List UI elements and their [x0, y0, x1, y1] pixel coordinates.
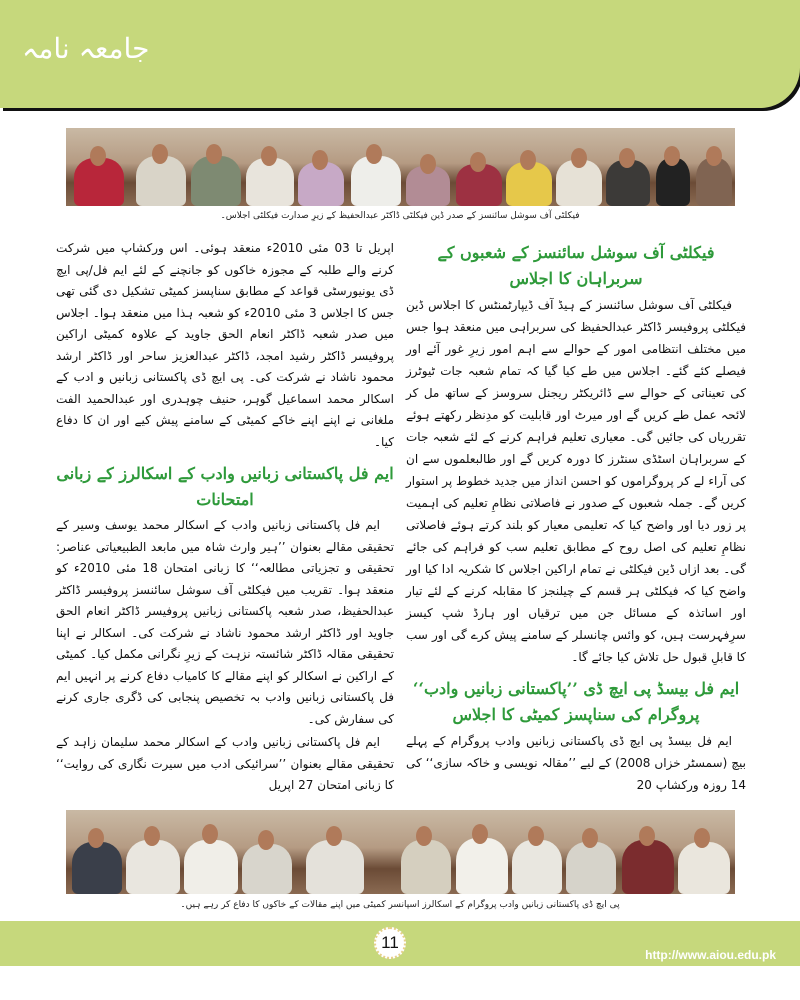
- article-body-continued: اپریل تا 03 مئی 2010ء منعقد ہوئی۔ اس ورکشاپ میں شرکت کرنے والے طلبہ کے مجوزہ خاکوں کو جانچنے کے لئے ایم فل/پی ایچ ڈی یونیورسٹی قواعد کے مطابق سناپسز کمیٹی تشکیل دی گئی تھی جس کا اجلاس 3 مئی 2010ء کو شعبہ ہذا میں منعقد ہوا۔ اجلاس میں صدر شعبہ ڈاکٹر انعام الحق جاوید کے علاوہ کمیٹی اراکین پروفیسر ڈاکٹر رشید امجد، ڈاکٹر عبدالعزیز ساحر اور ڈاکٹر ارشد محمود ناشاد نے شرکت کی۔ پی ایچ ڈی پاکستانی زبانیں و ادب کے اسکالر محمد اسماعیل گوہر، حنیف چوہدری اور عبدالحمید الفت ملغانی نے اپنے اپنے خاکے کمیٹی کے سامنے پیش کیے اور ان کا دفاع کیا۔: [56, 241, 394, 449]
- article-heading: ایم فل بیسڈ پی ایچ ڈی ’’پاکستانی زبانیں وادب‘‘ پروگرام کی سناپسز کمیٹی کا اجلاس: [412, 679, 740, 724]
- website-link[interactable]: http://www.aiou.edu.pk: [645, 948, 776, 962]
- masthead-title: جامعہ نامہ: [22, 32, 150, 65]
- page-number: 11: [374, 927, 406, 959]
- top-photo-caption: فیکلٹی آف سوشل سائنسز کے صدر ڈین فیکلٹی ڈاکٹر عبدالحفیظ کے زیرِ صدارت فیکلٹی اجلاس۔: [220, 211, 580, 221]
- article-body: ایم فل پاکستانی زبانیں وادب کے اسکالر محمد یوسف وسیر کے تحقیقی مقالے بعنوان ’’ہیر وارث شاہ میں مابعد الطبیعیاتی عناصر: تحقیقی و تجزیاتی مطالعہ‘‘ کا زبانی امتحان 18 مئی 2010ء کو منعقد ہوا۔ تقریب میں فیکلٹی آف سوشل سائنسز پروفیسر ڈاکٹر عبدالحفیظ، صدر شعبہ پاکستانی زبانیں پروفیسر ڈاکٹر انعام الحق جاوید اور ڈاکٹر ارشد محمود ناشاد نے شرکت کی۔ اسکالر نے اپنا تحقیقی مقالہ ڈاکٹر شائستہ نزہت کے زیرِ نگرانی مکمل کیا۔ کمیٹی کے اراکین نے اسکالر کو اپنے مقالے کا کامیاب دفاع کرنے پر انہیں ایم فل پاکستانی زبانیں وادب بہ تخصیص پنجابی کی ڈگری جاری کرنے کی سفارش کی۔: [56, 518, 394, 726]
- article-body: فیکلٹی آف سوشل سائنسز کے ہیڈ آف ڈیپارٹمنٹس کا اجلاس ڈین فیکلٹی پروفیسر ڈاکٹر عبدالحفیظ کی سربراہی میں منعقد ہوا جس میں مختلف انتظامی امور کے حوالے سے اہم امور زیرِ غور آئے اور فیصلے کئے گئے۔ اجلاس میں طے کیا گیا کہ تمام شعبہ جات ٹیوٹرز کی تعیناتی کے حوالے سے ڈائریکٹر ریجنل سروسز کے ساتھ مل کر لائحہ عمل طے کریں گے اور میرٹ اور قابلیت کو مدِنظر رکھتے ہوئے تقرریاں کی جائیں گی۔ معیاری تعلیم فراہم کرنے کے لئے شعبہ جات کے سربراہان اسٹڈی سنٹرز کا دورہ کریں گے اور طالبعلموں سے ان کی آراء لے کر پروگراموں کو احسن انداز میں جدید خطوط پر استوار کریں گے۔ جملہ شعبوں کے صدور نے فاصلاتی نظامِ تعلیم کی اہمیت پر زور دیا اور واضح کیا کہ تعلیمی معیار کو بلند کرتے ہوئے فاصلاتی نظامِ تعلیم کی اصل روح کے مطابق تعلیم سب کو فراہم کی جائے گی۔ بعد ازاں ڈین فیکلٹی نے تمام اراکین اجلاس کا شکریہ ادا کیا اور واضح کیا کہ فیکلٹی ہر قسم کے چیلنجز کا مقابلہ کرنے کے لئے تیار اور اساتذہ کے مسائل جن میں ترقیاں اور ہارڈ شپ کیسز سرِفہرست ہیں، کو وائس چانسلر کے سامنے پیش کرے گی اور سب کا قابلِ قبول حل تلاش کیا جائے گا۔: [406, 298, 746, 664]
- bottom-photo-caption: پی ایچ ڈی پاکستانی زبانیں وادب پروگرام کے اسکالرز اسپانسر کمیٹی میں اپنے مقالات کے خاکوں کا دفاع کر رہے ہیں۔: [180, 900, 620, 910]
- article-body: ایم فل پاکستانی زبانیں وادب کے اسکالر محمد سلیمان زاہد کے تحقیقی مقالے بعنوان ’’سرائیکی ادب میں سیرت نگاری کی روایت‘‘ کا زبانی امتحان 27 اپریل: [56, 735, 394, 792]
- left-column: [56, 238, 394, 797]
- top-photo: [66, 128, 735, 206]
- right-column: [406, 238, 746, 796]
- bottom-photo: [66, 810, 735, 894]
- article-heading: فیکلٹی آف سوشل سائنسز کے شعبوں کے سربراہان کا اجلاس: [437, 243, 715, 288]
- article-body: ایم فل بیسڈ پی ایچ ڈی پاکستانی زبانیں وادب پروگرام کے پہلے بیچ (سمسٹر خزاں 2008) کے لیے ’’مقالہ نویسی و خاکہ سازی‘‘ کی 14 روزہ ورکشاپ 20: [406, 734, 746, 792]
- article-heading: ایم فل پاکستانی زبانیں وادب کے اسکالرز کے زبانی امتحانات: [56, 464, 394, 509]
